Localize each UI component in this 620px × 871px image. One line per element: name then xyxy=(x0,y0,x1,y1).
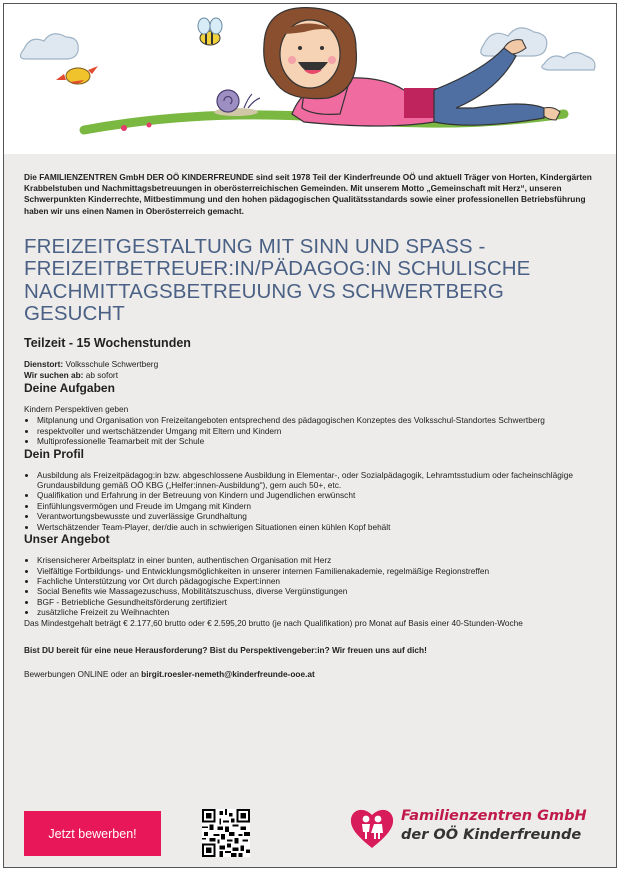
list-item: • Social Benefits wie Massagezuschuss, Mobilitätszuschuss, diverse Vergünstigungen xyxy=(37,586,596,596)
list-item: • Mitplanung und Organisation von Freizeitangeboten entsprechend des pädagogischen Konzeptes des Volksschul-Standortes Schwertberg xyxy=(37,415,596,425)
salary-info: Das Mindestgehalt beträgt € 2.177,60 brutto oder € 2.595,20 brutto (je nach Qualifikation) pro Monat auf Basis einer 40-Stunden-Woche xyxy=(24,617,523,628)
girl-figure xyxy=(264,8,560,126)
aufgaben-lead: Kindern Perspektiven geben xyxy=(24,404,129,415)
intro-paragraph: Die FAMILIENZENTREN GmbH DER OÖ KINDERFREUNDE sind seit 1978 Teil der Kinderfreunde OÖ und aktuell Träger von Horten, Kindergärten Krabbelstuben und Nachmittagsbetreuungen in oberösterreichischen Gemeinden. Mit unserem Motto „Gemeinschaft mit Herz“, unseren Schwerpunkten Kinderrechte, Mitbestimmung und den hohen pädagogischen Qualitätsstandards sowie einer professionellen Betriebsführung haben wir uns einen Namen in Oberösterreich gemacht. xyxy=(24,172,592,216)
bird-icon xyxy=(56,66,98,84)
list-item: • Krisensicherer Arbeitsplatz in einer bunten, authentischen Organisation mit Herz xyxy=(37,555,596,565)
apply-prefix: Bewerbungen ONLINE oder an xyxy=(24,668,142,679)
list-item: • Vielfältige Fortbildungs- und Entwicklungsmöglichkeiten in unserer internen Familienakademie, regelmäßige Regionstreffen xyxy=(37,566,596,576)
dienstort-value: Volksschule Schwertberg xyxy=(63,359,159,370)
logo-text-line1: Familienzentren GmbH xyxy=(401,808,587,824)
qr-code-icon[interactable] xyxy=(202,809,250,857)
list-item: • respektvoller und wertschätzender Umgang mit Eltern und Kindern xyxy=(37,426,596,436)
list-item: • Ausbildung als Freizeitpädagog:in bzw. abgeschlossene Ausbildung in Elementar-, oder Sozialpädagogik, Lehramtsstudium oder facheinschlägige Grundausbildung gemäß OÖ KBG („Helfer:innen-Ausbildung“), gern auch 50+, etc. xyxy=(37,470,596,491)
job-meta xyxy=(24,359,596,381)
logo-text-line2: der OÖ Kinderfreunde xyxy=(401,827,582,843)
dienstort-row xyxy=(24,359,596,370)
list-item: • Verantwortungsbewusste und zuverlässige Grundhaltung xyxy=(37,511,596,521)
list-item: • Multiprofessionelle Teamarbeit mit der Schule xyxy=(37,436,596,446)
dienstort-label: Dienstort: xyxy=(24,359,64,370)
employment-type: Teilzeit - 15 Wochenstunden xyxy=(24,336,191,351)
start-label: Wir suchen ab: xyxy=(24,370,84,381)
heart-kids-logo-icon xyxy=(349,806,395,850)
snail-icon xyxy=(214,90,260,116)
angebot-list xyxy=(24,555,596,617)
section-heading-aufgaben: Deine Aufgaben xyxy=(24,381,115,396)
list-item: • Qualifikation und Erfahrung in der Betreuung von Kindern und Jugendlichen erwünscht xyxy=(37,490,596,500)
profil-list xyxy=(24,470,596,532)
start-row xyxy=(24,370,596,381)
hero-illustration xyxy=(4,4,616,154)
apply-email-link[interactable]: birgit.roesler-nemeth@kinderfreunde-ooe.at xyxy=(141,668,315,679)
girl-lying-illustration xyxy=(4,4,616,154)
page-title: FREIZEITGESTALTUNG MIT SINN UND SPASS - FREIZEITBETREUER:IN/PÄDAGOG:IN SCHULISCHE NACHMITTAGSBETREUUNG VS SCHWERTBERG GESUCHT xyxy=(24,234,531,326)
apply-now-button[interactable]: Jetzt bewerben! xyxy=(24,811,161,856)
start-value: ab sofort xyxy=(83,370,118,381)
section-heading-profil: Dein Profil xyxy=(24,446,85,461)
main-content xyxy=(24,172,596,679)
list-item: • Wertschätzender Team-Player, der/die auch in schwierigen Situationen einen kühlen Kopf behält xyxy=(37,522,596,532)
list-item: • Fachliche Unterstützung vor Ort durch pädagogische Expert:innen xyxy=(37,576,596,586)
call-to-action: Bist DU bereit für eine neue Herausforderung? Bist du Perspektivengeber:in? Wir freuen uns auf dich! xyxy=(24,644,427,655)
aufgaben-list xyxy=(24,415,596,446)
job-posting-page xyxy=(3,3,617,868)
company-logo xyxy=(349,804,594,852)
list-item: • Einfühlungsvermögen und Freude im Umgang mit Kindern xyxy=(37,501,596,511)
list-item: • BGF - Betriebliche Gesundheitsförderung zertifiziert xyxy=(37,597,596,607)
section-heading-angebot: Unser Angebot xyxy=(24,532,110,547)
application-info xyxy=(24,669,596,679)
list-item: • zusätzliche Freizeit zu Weihnachten xyxy=(37,607,596,617)
bee-icon xyxy=(198,18,222,45)
